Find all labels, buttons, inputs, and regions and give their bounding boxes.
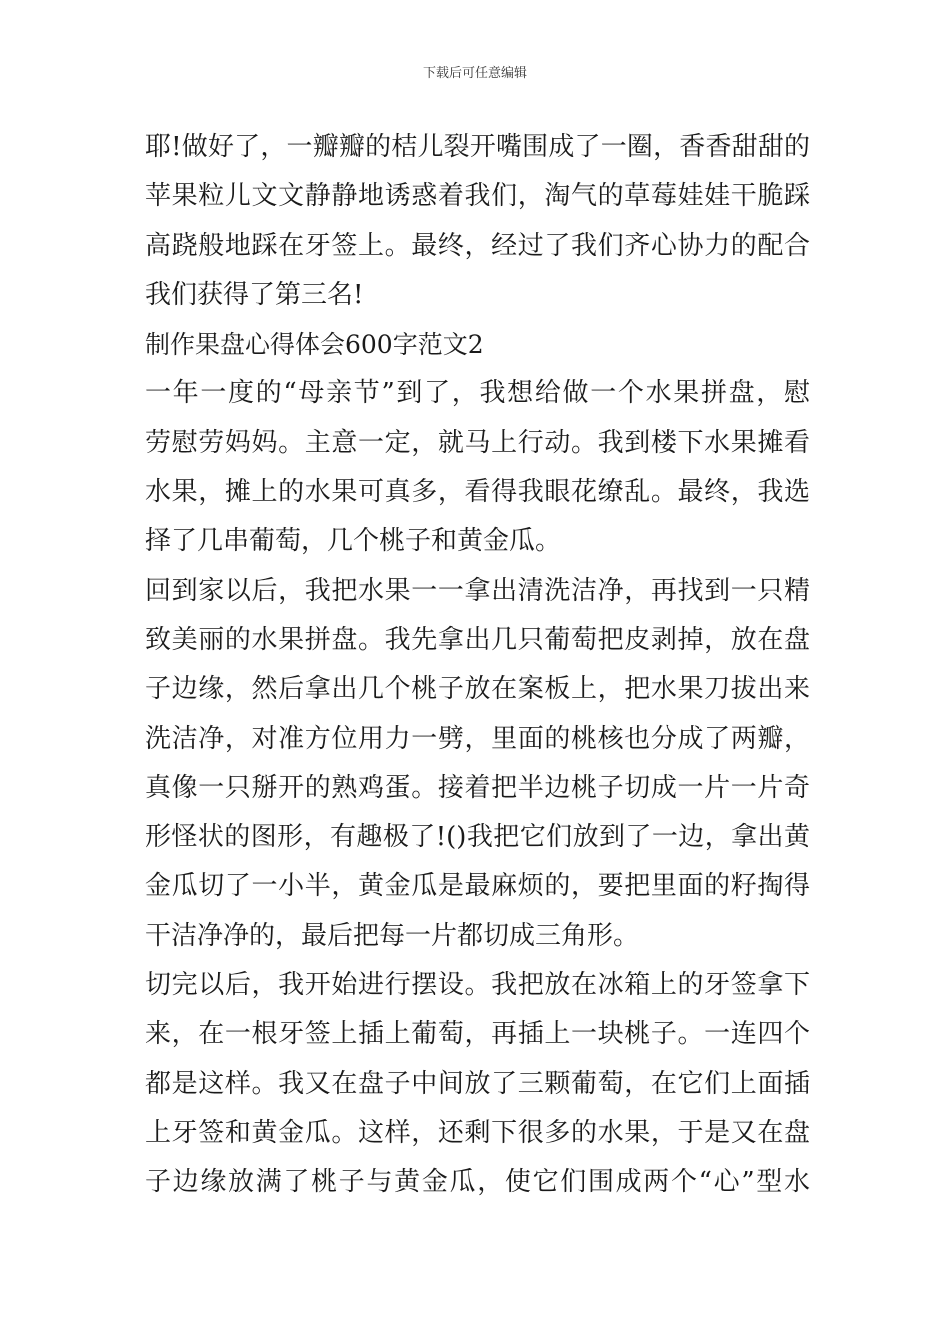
text-line: 回到家以后，我把水果一一拿出清洗洁净，再找到一只精 bbox=[145, 575, 810, 606]
text-line: 都是这样。我又在盘子中间放了三颗葡萄，在它们上面插 bbox=[145, 1068, 810, 1099]
text-line: 形怪状的图形，有趣极了!()我把它们放到了一边，拿出黄 bbox=[145, 822, 810, 853]
text-line: 一年一度的“母亲节”到了，我想给做一个水果拼盘，慰 bbox=[145, 378, 810, 409]
text-line: 苹果粒儿文文静静地诱惑着我们，淘气的草莓娃娃干脆踩 bbox=[145, 181, 810, 212]
document-body bbox=[145, 123, 810, 1208]
text-line: 水果，摊上的水果可真多，看得我眼花缭乱。最终，我选 bbox=[145, 477, 810, 508]
text-line: 择了几串葡萄，几个桃子和黄金瓜。 bbox=[145, 526, 562, 557]
text-line: 洗洁净，对准方位用力一劈，里面的桃核也分成了两瓣， bbox=[145, 723, 810, 754]
text-line: 高跷般地踩在牙签上。最终，经过了我们齐心协力的配合 bbox=[145, 230, 810, 261]
text-line: 切完以后，我开始进行摆设。我把放在冰箱上的牙签拿下 bbox=[145, 970, 810, 1001]
text-line: 干洁净净的，最后把每一片都切成三角形。 bbox=[145, 920, 640, 951]
text-line: 子边缘，然后拿出几个桃子放在案板上，把水果刀拔出来 bbox=[145, 674, 810, 705]
page-header: 下载后可任意编辑 bbox=[422, 66, 527, 81]
text-line: 金瓜切了一小半，黄金瓜是最麻烦的，要把里面的籽掏得 bbox=[145, 871, 810, 902]
text-line: 真像一只掰开的熟鸡蛋。接着把半边桃子切成一片一片奇 bbox=[145, 772, 810, 803]
text-line: 劳慰劳妈妈。主意一定，就马上行动。我到楼下水果摊看 bbox=[145, 427, 810, 458]
text-line: 致美丽的水果拼盘。我先拿出几只葡萄把皮剥掉，放在盘 bbox=[145, 624, 810, 655]
section-heading: 制作果盘心得体会600字范文2 bbox=[145, 330, 484, 360]
text-line: 我们获得了第三名! bbox=[145, 279, 364, 310]
text-line: 耶!做好了，一瓣瓣的桔儿裂开嘴围成了一圈，香香甜甜的 bbox=[145, 132, 810, 162]
text-line: 子边缘放满了桃子与黄金瓜，使它们围成两个“心”型水 bbox=[145, 1167, 810, 1198]
text-line: 上牙签和黄金瓜。这样，还剩下很多的水果，于是又在盘 bbox=[145, 1117, 810, 1148]
text-line: 来，在一根牙签上插上葡萄，再插上一块桃子。一连四个 bbox=[145, 1019, 810, 1050]
